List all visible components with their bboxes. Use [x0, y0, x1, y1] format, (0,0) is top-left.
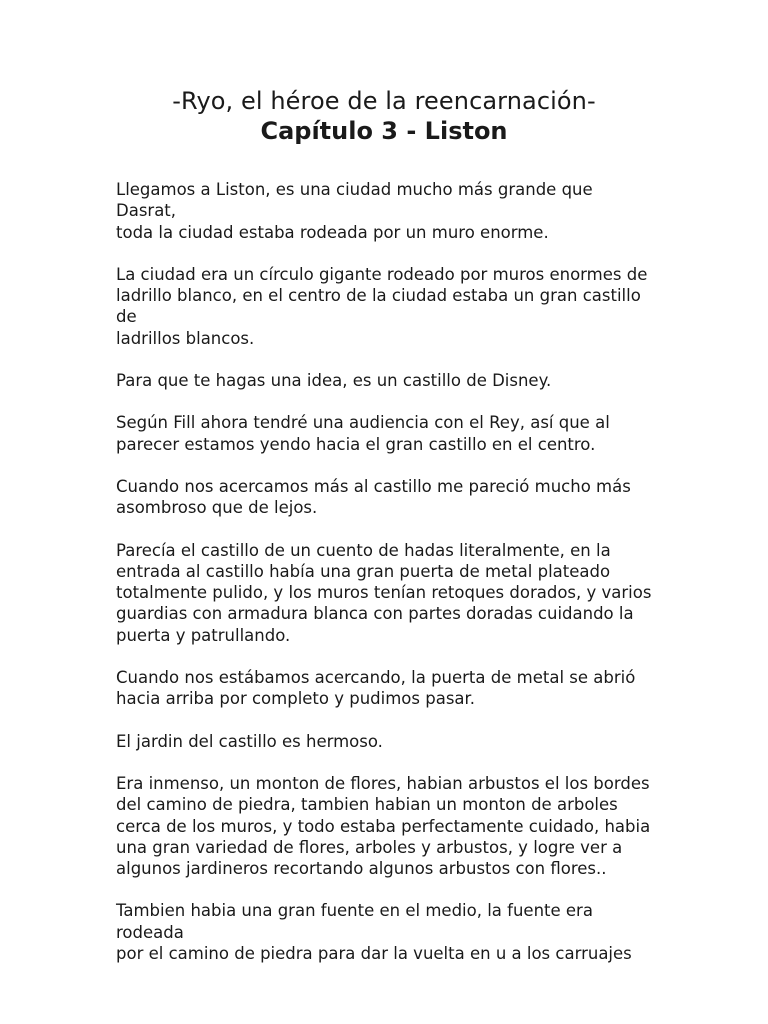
paragraph: Parecía el castillo de un cuento de hadas literalmente, en la entrada al castillo había una gran puerta de metal plateado totalmente pulido, y los muros tenían retoques dorados, y varios guardias con armadura blanca con partes doradas cuidando la puerta y patrullando.	[116, 540, 652, 645]
paragraph: Cuando nos acercamos más al castillo me pareció mucho más asombroso que de lejos.	[116, 476, 631, 518]
paragraph: Llegamos a Liston, es una ciudad mucho más grande que Dasrat, toda la ciudad estaba rodeada por un muro enorme.	[116, 180, 593, 242]
document-title: -Ryo, el héroe de la reencarnación-	[172, 87, 596, 115]
paragraph: Según Fill ahora tendré una audiencia con el Rey, así que al parecer estamos yendo hacia el gran castillo en el centro.	[116, 413, 610, 454]
paragraph: El jardin del castillo es hermoso.	[116, 731, 383, 751]
paragraph: Era inmenso, un monton de flores, habian arbustos el los bordes del camino de piedra, tambien habian un monton de arboles cerca de los muros, y todo estaba perfectamente cuidado, habia una gran variedad de flores, arboles y arbustos, y logre ver a algunos jardineros recortando algunos arbustos con flores..	[116, 773, 651, 879]
paragraph: Para que te hagas una idea, es un castillo de Disney.	[116, 371, 552, 391]
document-header	[0, 86, 768, 146]
paragraph: La ciudad era un círculo gigante rodeado por muros enormes de ladrillo blanco, en el centro de la ciudad estaba un gran castillo de ladrillos blancos.	[116, 264, 648, 348]
chapter-heading: Capítulo 3 - Liston	[260, 117, 508, 145]
paragraph: Tambien habia una gran fuente en el medio, la fuente era rodeada por el camino de piedra para dar la vuelta en u a los carruajes	[116, 901, 632, 964]
document-body	[116, 179, 656, 985]
paragraph: Cuando nos estábamos acercando, la puerta de metal se abrió hacia arriba por completo y pudimos pasar.	[116, 668, 636, 709]
